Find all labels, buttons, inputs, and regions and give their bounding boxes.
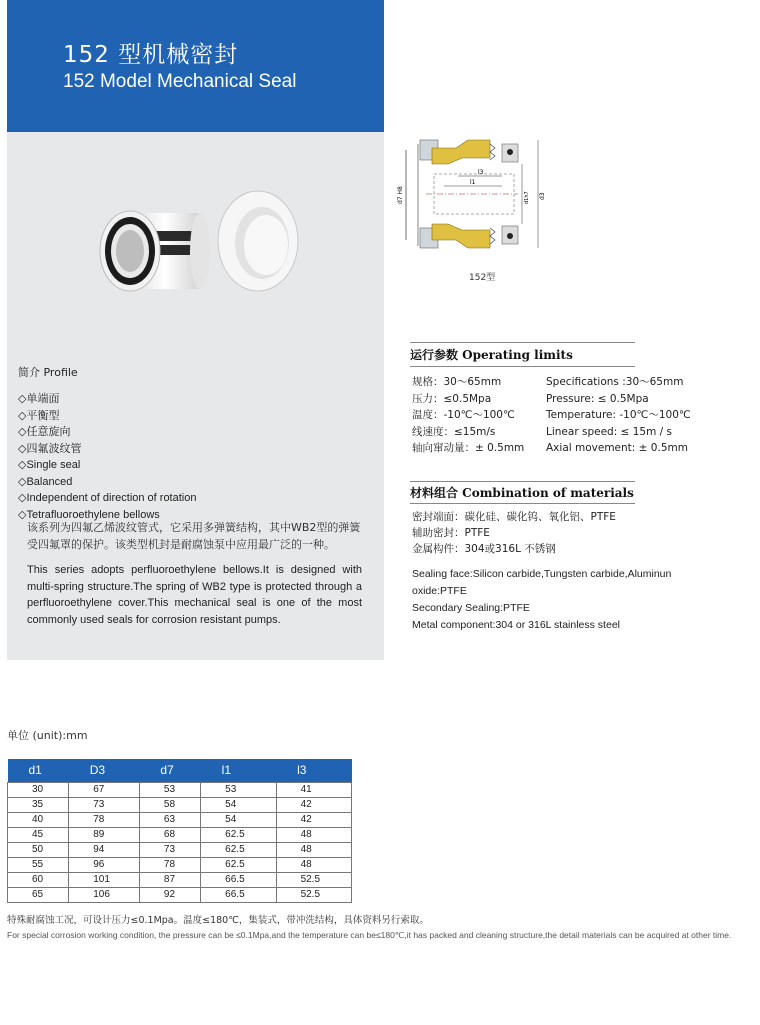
- table-cell: 42: [276, 797, 351, 812]
- section-divider: [410, 503, 635, 504]
- footer-note-en: For special corrosion working condition, the pressure can be ≤0.1Mpa,and the temperature can be≤180℃,it has packed and cleaning structure,the detail materials can be acquired at other time.: [7, 930, 732, 940]
- table-cell: 62.5: [201, 857, 276, 872]
- table-cell: 94: [69, 842, 140, 857]
- table-cell: 45: [8, 827, 69, 842]
- limit-row: [412, 391, 742, 408]
- table-cell: 58: [139, 797, 200, 812]
- unit-label: 单位 (unit):mm: [7, 729, 88, 742]
- table-header-row: [8, 759, 352, 782]
- diagram-caption: 152型: [469, 273, 496, 283]
- column-header: D3: [69, 759, 140, 782]
- table-cell: 78: [139, 857, 200, 872]
- bullet-item: ◇平衡型: [18, 409, 60, 422]
- material-line: 金属构件：304或316L 不锈钢: [412, 543, 556, 555]
- bullet-item: ◇单端面: [18, 393, 60, 405]
- limit-cn: 线速度：≤15m/s: [412, 425, 496, 438]
- bullet-item: ◇Balanced: [18, 475, 73, 488]
- section-divider: [410, 481, 635, 482]
- product-photo: [90, 185, 300, 315]
- limit-cn: 压力：≤0.5Mpa: [412, 392, 492, 405]
- table-row: [8, 842, 352, 857]
- table-cell: 42: [276, 812, 351, 827]
- table-cell: 73: [69, 797, 140, 812]
- dim-label-d1: d1h7: [524, 191, 530, 204]
- table-cell: 52.5: [276, 872, 351, 887]
- limit-cn: 轴向窜动量：± 0.5mm: [412, 442, 525, 454]
- limit-row: [412, 374, 742, 391]
- table-cell: 60: [8, 872, 69, 887]
- column-header: l3: [276, 759, 351, 782]
- limit-cn: 规格：30～65mm: [412, 376, 502, 388]
- table-cell: 48: [276, 827, 351, 842]
- table-cell: 53: [201, 782, 276, 797]
- section-divider: [410, 366, 635, 367]
- limit-en: Axial movement: ± 0.5mm: [546, 442, 688, 454]
- table-cell: 54: [201, 797, 276, 812]
- column-header: l1: [201, 759, 276, 782]
- column-header: d1: [8, 759, 69, 782]
- table-cell: 101: [69, 872, 140, 887]
- table-cell: 54: [201, 812, 276, 827]
- table-cell: 66.5: [201, 887, 276, 902]
- material-line: Secondary Sealing:PTFE: [412, 602, 530, 614]
- dimensions-table: [7, 759, 352, 903]
- bullet-item: ◇任意旋向: [18, 426, 71, 438]
- table-row: [8, 872, 352, 887]
- limit-en: Linear speed: ≤ 15m / s: [546, 425, 672, 438]
- table-cell: 55: [8, 857, 69, 872]
- table-cell: 78: [69, 812, 140, 827]
- material-line: 密封端面：碳化硅、碳化钨、氧化铝、PTFE: [412, 511, 616, 523]
- table-cell: 67: [69, 782, 140, 797]
- table-cell: 41: [276, 782, 351, 797]
- table-cell: 96: [69, 857, 140, 872]
- table-cell: 89: [69, 827, 140, 842]
- table-cell: 63: [139, 812, 200, 827]
- description-en: This series adopts perfluoroethylene bellows.It is designed with multi-spring structure.The spring of WB2 type is protected through a perfluoroethylene cover.This mechanical seal is one of the most commonly used seals for corrosion resistant pumps.: [27, 564, 362, 626]
- table-cell: 48: [276, 842, 351, 857]
- limit-en: Specifications :30～65mm: [546, 376, 684, 388]
- dim-label-l3: l3: [478, 169, 484, 176]
- table-cell: 66.5: [201, 872, 276, 887]
- table-cell: 40: [8, 812, 69, 827]
- materials-heading: 材料组合 Combination of materials: [410, 486, 634, 500]
- limit-row: [412, 407, 742, 424]
- material-line: 辅助密封：PTFE: [412, 527, 490, 539]
- table-row: [8, 782, 352, 797]
- dim-label-d3: d3: [539, 192, 546, 200]
- table-cell: 106: [69, 887, 140, 902]
- table-row: [8, 827, 352, 842]
- table-cell: 50: [8, 842, 69, 857]
- limit-en: Pressure: ≤ 0.5Mpa: [546, 392, 649, 405]
- limit-en: Temperature: -10℃～100℃: [546, 409, 691, 421]
- table-cell: 73: [139, 842, 200, 857]
- table-cell: 35: [8, 797, 69, 812]
- table-cell: 53: [139, 782, 200, 797]
- table-cell: 48: [276, 857, 351, 872]
- page-title-en: 152 Model Mechanical Seal: [63, 71, 297, 92]
- table-cell: 68: [139, 827, 200, 842]
- description-cn: 该系列为四氟乙烯波纹管式，它采用多弹簧结构，其中WB2型的弹簧受四氟罩的保护。该类型机封是耐腐蚀泵中应用最广泛的一种。: [27, 521, 361, 551]
- table-cell: 65: [8, 887, 69, 902]
- table-cell: 62.5: [201, 827, 276, 842]
- profile-heading: 简介 Profile: [18, 366, 78, 379]
- seal-cross-section-diagram: [398, 134, 558, 264]
- table-cell: 52.5: [276, 887, 351, 902]
- table-cell: 30: [8, 782, 69, 797]
- profile-bullets: [18, 391, 196, 523]
- bullet-item: ◇四氟波纹管: [18, 442, 82, 455]
- operating-limits-heading: 运行参数 Operating limits: [410, 348, 573, 362]
- materials-en-list: [412, 566, 712, 634]
- bullet-item: ◇Tetrafluoroethylene bellows: [18, 508, 160, 521]
- limit-row: [412, 424, 742, 441]
- page-title-cn: 152 型机械密封: [63, 42, 239, 68]
- table-cell: 92: [139, 887, 200, 902]
- material-line: Metal component:304 or 316L stainless steel: [412, 619, 620, 631]
- bullet-item: ◇Single seal: [18, 459, 81, 471]
- table-cell: 87: [139, 872, 200, 887]
- operating-limits-list: [412, 374, 742, 457]
- footer-note-cn: 特殊耐腐蚀工况，可设计压力≤0.1Mpa。温度≤180℃，集装式，带冲洗结构，具体资料另行索取。: [7, 915, 429, 926]
- bullet-item: ◇Independent of direction of rotation: [18, 492, 197, 504]
- limit-row: [412, 440, 742, 457]
- dim-label-d7: d7 H8: [397, 186, 404, 204]
- table-row: [8, 812, 352, 827]
- table-row: [8, 857, 352, 872]
- column-header: d7: [139, 759, 200, 782]
- material-line: Sealing face:Silicon carbide,Tungsten carbide,Aluminun oxide:PTFE: [412, 568, 672, 597]
- materials-cn-list: [412, 509, 616, 557]
- table-row: [8, 887, 352, 902]
- table-cell: 62.5: [201, 842, 276, 857]
- dim-label-l1: l1: [470, 179, 476, 186]
- limit-cn: 温度：-10℃～100℃: [412, 409, 515, 421]
- section-divider: [410, 342, 635, 343]
- table-row: [8, 797, 352, 812]
